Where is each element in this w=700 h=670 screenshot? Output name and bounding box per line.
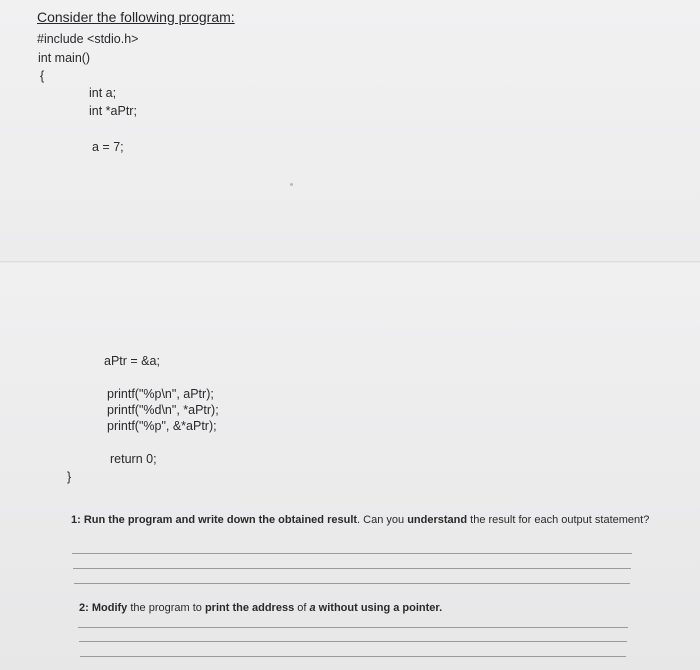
- question-2-part-3: print the address: [204, 602, 295, 614]
- question-2-part-6: without using a pointer.: [315, 602, 443, 614]
- code-assign-pointer: aPtr = &a;: [104, 354, 160, 368]
- answer-line[interactable]: [79, 641, 627, 642]
- question-2-part-2: the program to: [127, 602, 205, 614]
- answer-line[interactable]: [80, 656, 626, 657]
- paper-speck: [290, 183, 293, 186]
- question-2-number: 2:: [79, 602, 89, 614]
- answer-line[interactable]: [72, 553, 632, 554]
- answer-line[interactable]: [73, 568, 631, 569]
- question-1: [71, 513, 661, 527]
- answer-line[interactable]: [78, 627, 628, 628]
- code-declare-pointer: int *aPtr;: [89, 104, 137, 118]
- question-1-part-4: understand: [407, 514, 468, 526]
- question-2: [79, 601, 639, 615]
- question-1-number: 1:: [71, 514, 81, 526]
- question-1-part-5: the result for each output statement?: [467, 514, 650, 526]
- code-declare-a: int a;: [89, 86, 117, 100]
- code-printf-2: printf("%d\n", *aPtr);: [107, 403, 219, 417]
- code-printf-1: printf("%p\n", aPtr);: [107, 387, 214, 401]
- code-open-brace: {: [40, 69, 45, 83]
- code-assign-a: a = 7;: [92, 140, 124, 154]
- question-1-part-1: Run the program and write down the obtained: [83, 514, 328, 526]
- code-return: return 0;: [110, 452, 157, 466]
- page-title: Consider the following program:: [37, 9, 235, 25]
- code-close-brace: }: [67, 470, 72, 484]
- code-printf-3: printf("%p", &*aPtr);: [107, 419, 217, 433]
- answer-line[interactable]: [74, 583, 630, 584]
- question-2-part-5: a: [309, 602, 316, 614]
- question-2-part-4: of: [294, 602, 310, 614]
- question-1-part-3: . Can you: [357, 514, 408, 526]
- code-main-signature: int main(): [38, 51, 91, 65]
- question-1-part-2: result: [327, 514, 358, 526]
- question-2-part-1: Modify: [91, 602, 128, 614]
- code-include: #include <stdio.h>: [37, 32, 139, 46]
